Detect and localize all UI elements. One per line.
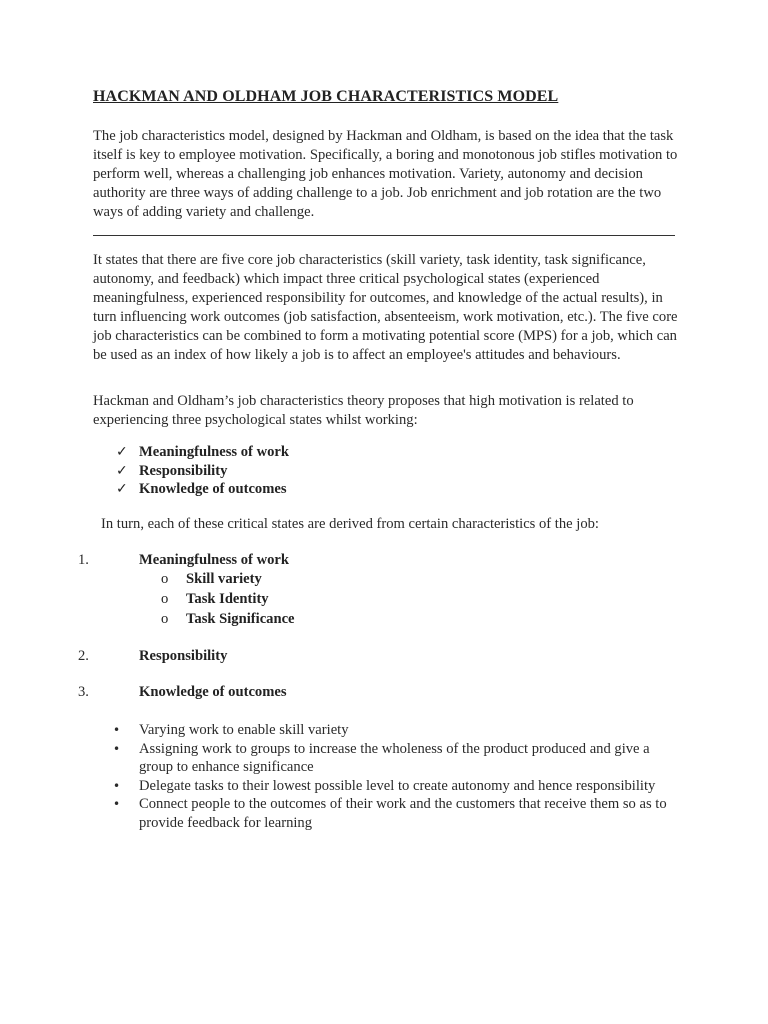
checkmark-icon: ✓ xyxy=(116,444,128,460)
paragraph-critical-states: In turn, each of these critical states are derived from certain characteristics of the job: xyxy=(101,516,599,532)
bullet-icon: • xyxy=(113,741,121,756)
checklist-item-label: Meaningfulness of work xyxy=(139,444,289,460)
numbered-item-heading: Meaningfulness of work xyxy=(139,552,289,568)
paragraph-intro: The job characteristics model, designed by Hackman and Oldham, is based on the idea that the task itself is key to employee motivation. Specifically, a boring and monotonous job stifles motivation to perform well, whereas a challenging job enhances motivation. Variety, autonomy and decision authority are three ways of adding challenge to a job. Job enrichment and job rotation are the two ways of adding variety and challenge. xyxy=(93,128,678,220)
bullet-text: Connect people to the outcomes of their work and the customers that receive them so as to provide feedback for learning xyxy=(139,796,667,831)
sub-list-item-label: Skill variety xyxy=(186,571,262,587)
checklist-item xyxy=(116,462,289,481)
list-number: 2. xyxy=(78,648,89,664)
sub-list-item xyxy=(161,591,269,608)
bullet-icon: • xyxy=(113,797,121,812)
document-title: HACKMAN AND OLDHAM JOB CHARACTERISTICS MODEL xyxy=(93,88,559,105)
bullet-list-item xyxy=(113,721,673,740)
numbered-item-heading: Responsibility xyxy=(139,648,228,664)
bullet-list xyxy=(113,721,673,833)
paragraph-psychological-states: Hackman and Oldham’s job characteristics theory proposes that high motivation is related to experiencing three psychological states whilst working: xyxy=(93,393,634,428)
checklist-item-label: Responsibility xyxy=(139,462,228,479)
bullet-text: Delegate tasks to their lowest possible level to create autonomy and hence responsibility xyxy=(139,777,656,794)
circle-bullet-icon: o xyxy=(161,571,169,587)
bullet-list-item xyxy=(113,777,673,796)
paragraph-core-characteristics: It states that there are five core job characteristics (skill variety, task identity, task significance, autonomy, and feedback) which impact three critical psychological states (experienced meaningfulness, experienced responsibility for outcomes, and knowledge of the actual results), in turn influencing work outcomes (job satisfaction, absenteeism, work motivation, etc.). The five core job characteristics can be combined to form a motivating potential score (MPS) for a job, which can be used as an index of how likely a job is to affect an employee's attitudes and behaviours. xyxy=(93,252,678,363)
checkmark-icon: ✓ xyxy=(116,462,128,479)
checklist-item-label: Knowledge of outcomes xyxy=(139,481,287,497)
checklist-item xyxy=(116,480,289,499)
list-number: 3. xyxy=(78,684,89,700)
list-number: 1. xyxy=(78,552,89,568)
bullet-text: Varying work to enable skill variety xyxy=(139,722,349,738)
sub-list-item-label: Task Identity xyxy=(186,591,269,607)
checklist-item xyxy=(116,443,289,462)
bullet-list-item xyxy=(113,795,673,832)
circle-bullet-icon: o xyxy=(161,611,169,627)
circle-bullet-icon: o xyxy=(161,591,169,607)
bullet-icon: • xyxy=(113,723,121,737)
bullet-text: Assigning work to groups to increase the wholeness of the product produced and give a group to enhance significance xyxy=(139,740,650,776)
checkmark-icon: ✓ xyxy=(116,481,128,497)
sub-list-item xyxy=(161,571,262,588)
numbered-item-heading: Knowledge of outcomes xyxy=(139,684,287,700)
bullet-list-item xyxy=(113,740,673,777)
sub-list-item-label: Task Significance xyxy=(186,611,295,627)
checklist xyxy=(116,443,289,499)
horizontal-rule xyxy=(93,235,675,236)
sub-list-item xyxy=(161,611,295,628)
bullet-icon: • xyxy=(113,778,121,793)
